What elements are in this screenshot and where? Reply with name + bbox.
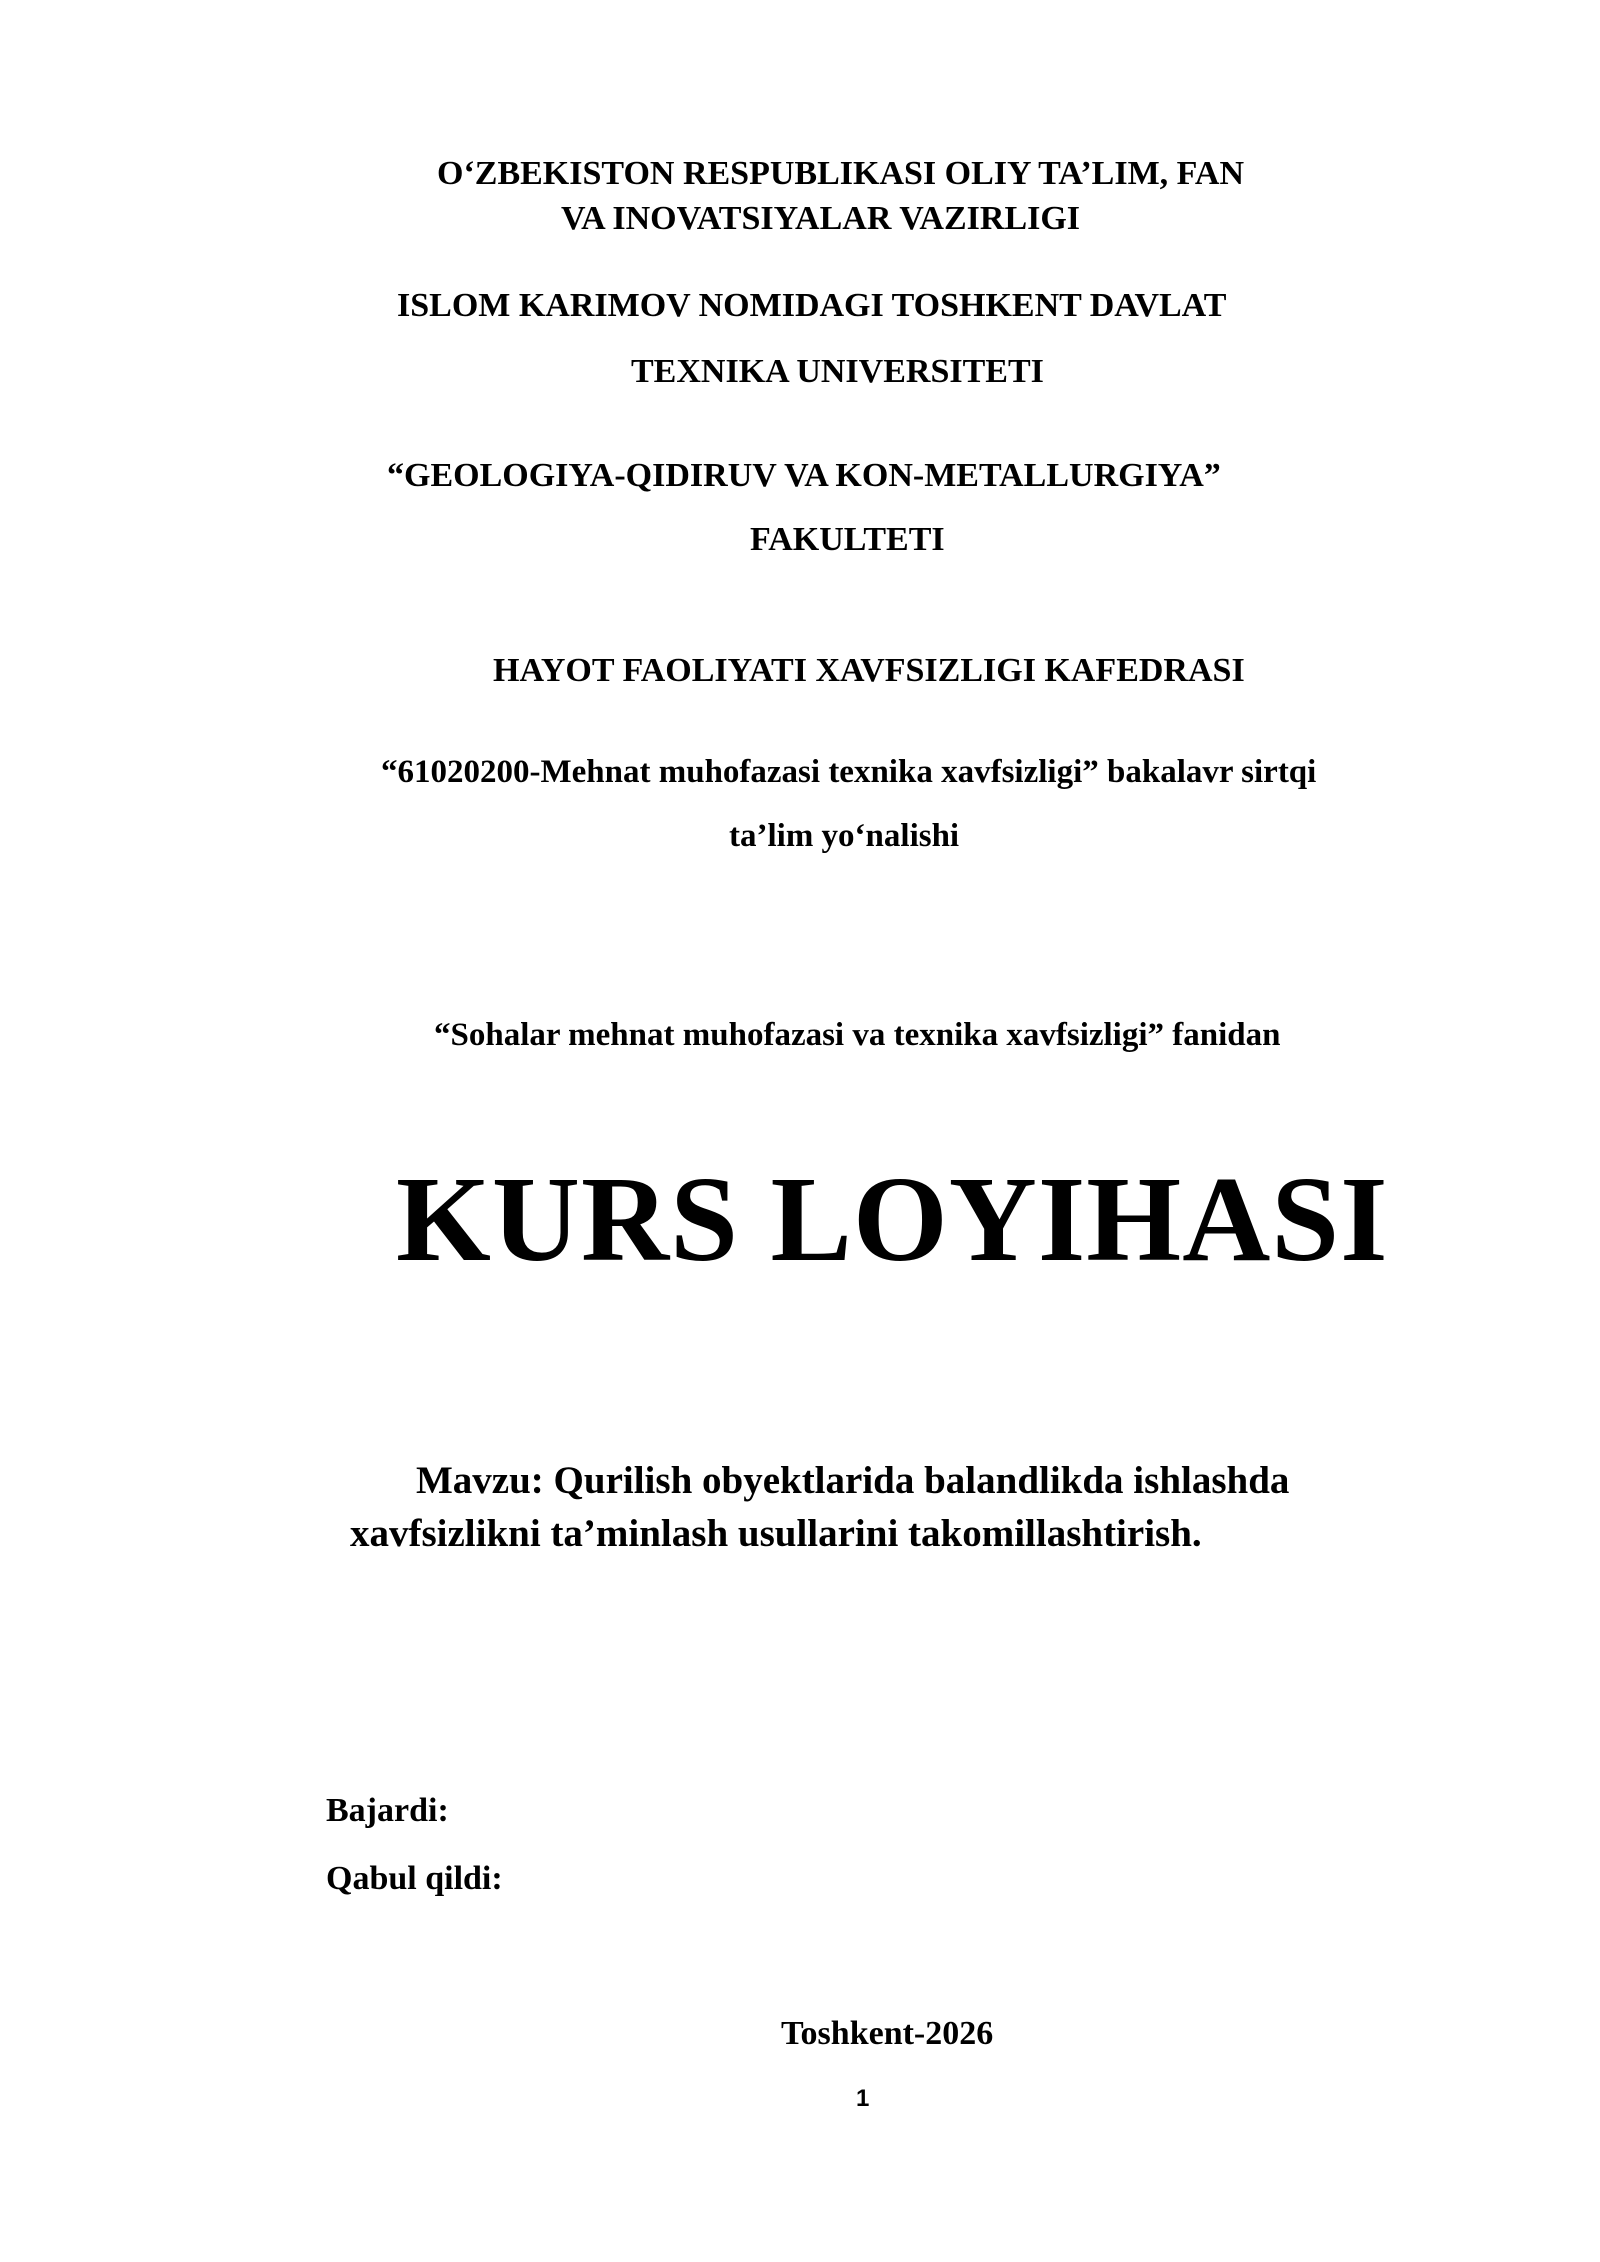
page-number: 1 xyxy=(856,2085,870,2112)
topic-line-2: xavfsizlikni ta’minlash usullarini takomillashtirish. xyxy=(350,1512,1202,1555)
direction-line-2: ta’lim yo‘nalishi xyxy=(729,818,960,854)
faculty-line-1: “GEOLOGIYA-QIDIRUV VA KON-METALLURGIYA” xyxy=(387,457,1221,494)
faculty-line-2: FAKULTETI xyxy=(750,521,945,558)
performed-by-label: Bajardi: xyxy=(326,1792,449,1829)
city-year: Toshkent-2026 xyxy=(781,2015,994,2052)
subject-line: “Sohalar mehnat muhofazasi va texnika xavfsizligi” fanidan xyxy=(434,1017,1281,1053)
direction-line-1: “61020200-Mehnat muhofazasi texnika xavfsizligi” bakalavr sirtqi xyxy=(381,754,1317,790)
document-title: KURS LOYIHASI xyxy=(396,1152,1389,1287)
accepted-by-label: Qabul qildi: xyxy=(326,1860,503,1897)
ministry-line-2: VA INOVATSIYALAR VAZIRLIGI xyxy=(561,200,1081,237)
topic-line-1: Mavzu: Qurilish obyektlarida balandlikda ishlashda xyxy=(416,1459,1290,1502)
ministry-line-1: O‘ZBEKISTON RESPUBLIKASI OLIY TA’LIM, FAN xyxy=(437,155,1245,192)
department-name: HAYOT FAOLIYATI XAVFSIZLIGI KAFEDRASI xyxy=(493,652,1245,689)
university-line-2: TEXNIKA UNIVERSITETI xyxy=(631,353,1044,390)
university-line-1: ISLOM KARIMOV NOMIDAGI TOSHKENT DAVLAT xyxy=(397,287,1227,324)
